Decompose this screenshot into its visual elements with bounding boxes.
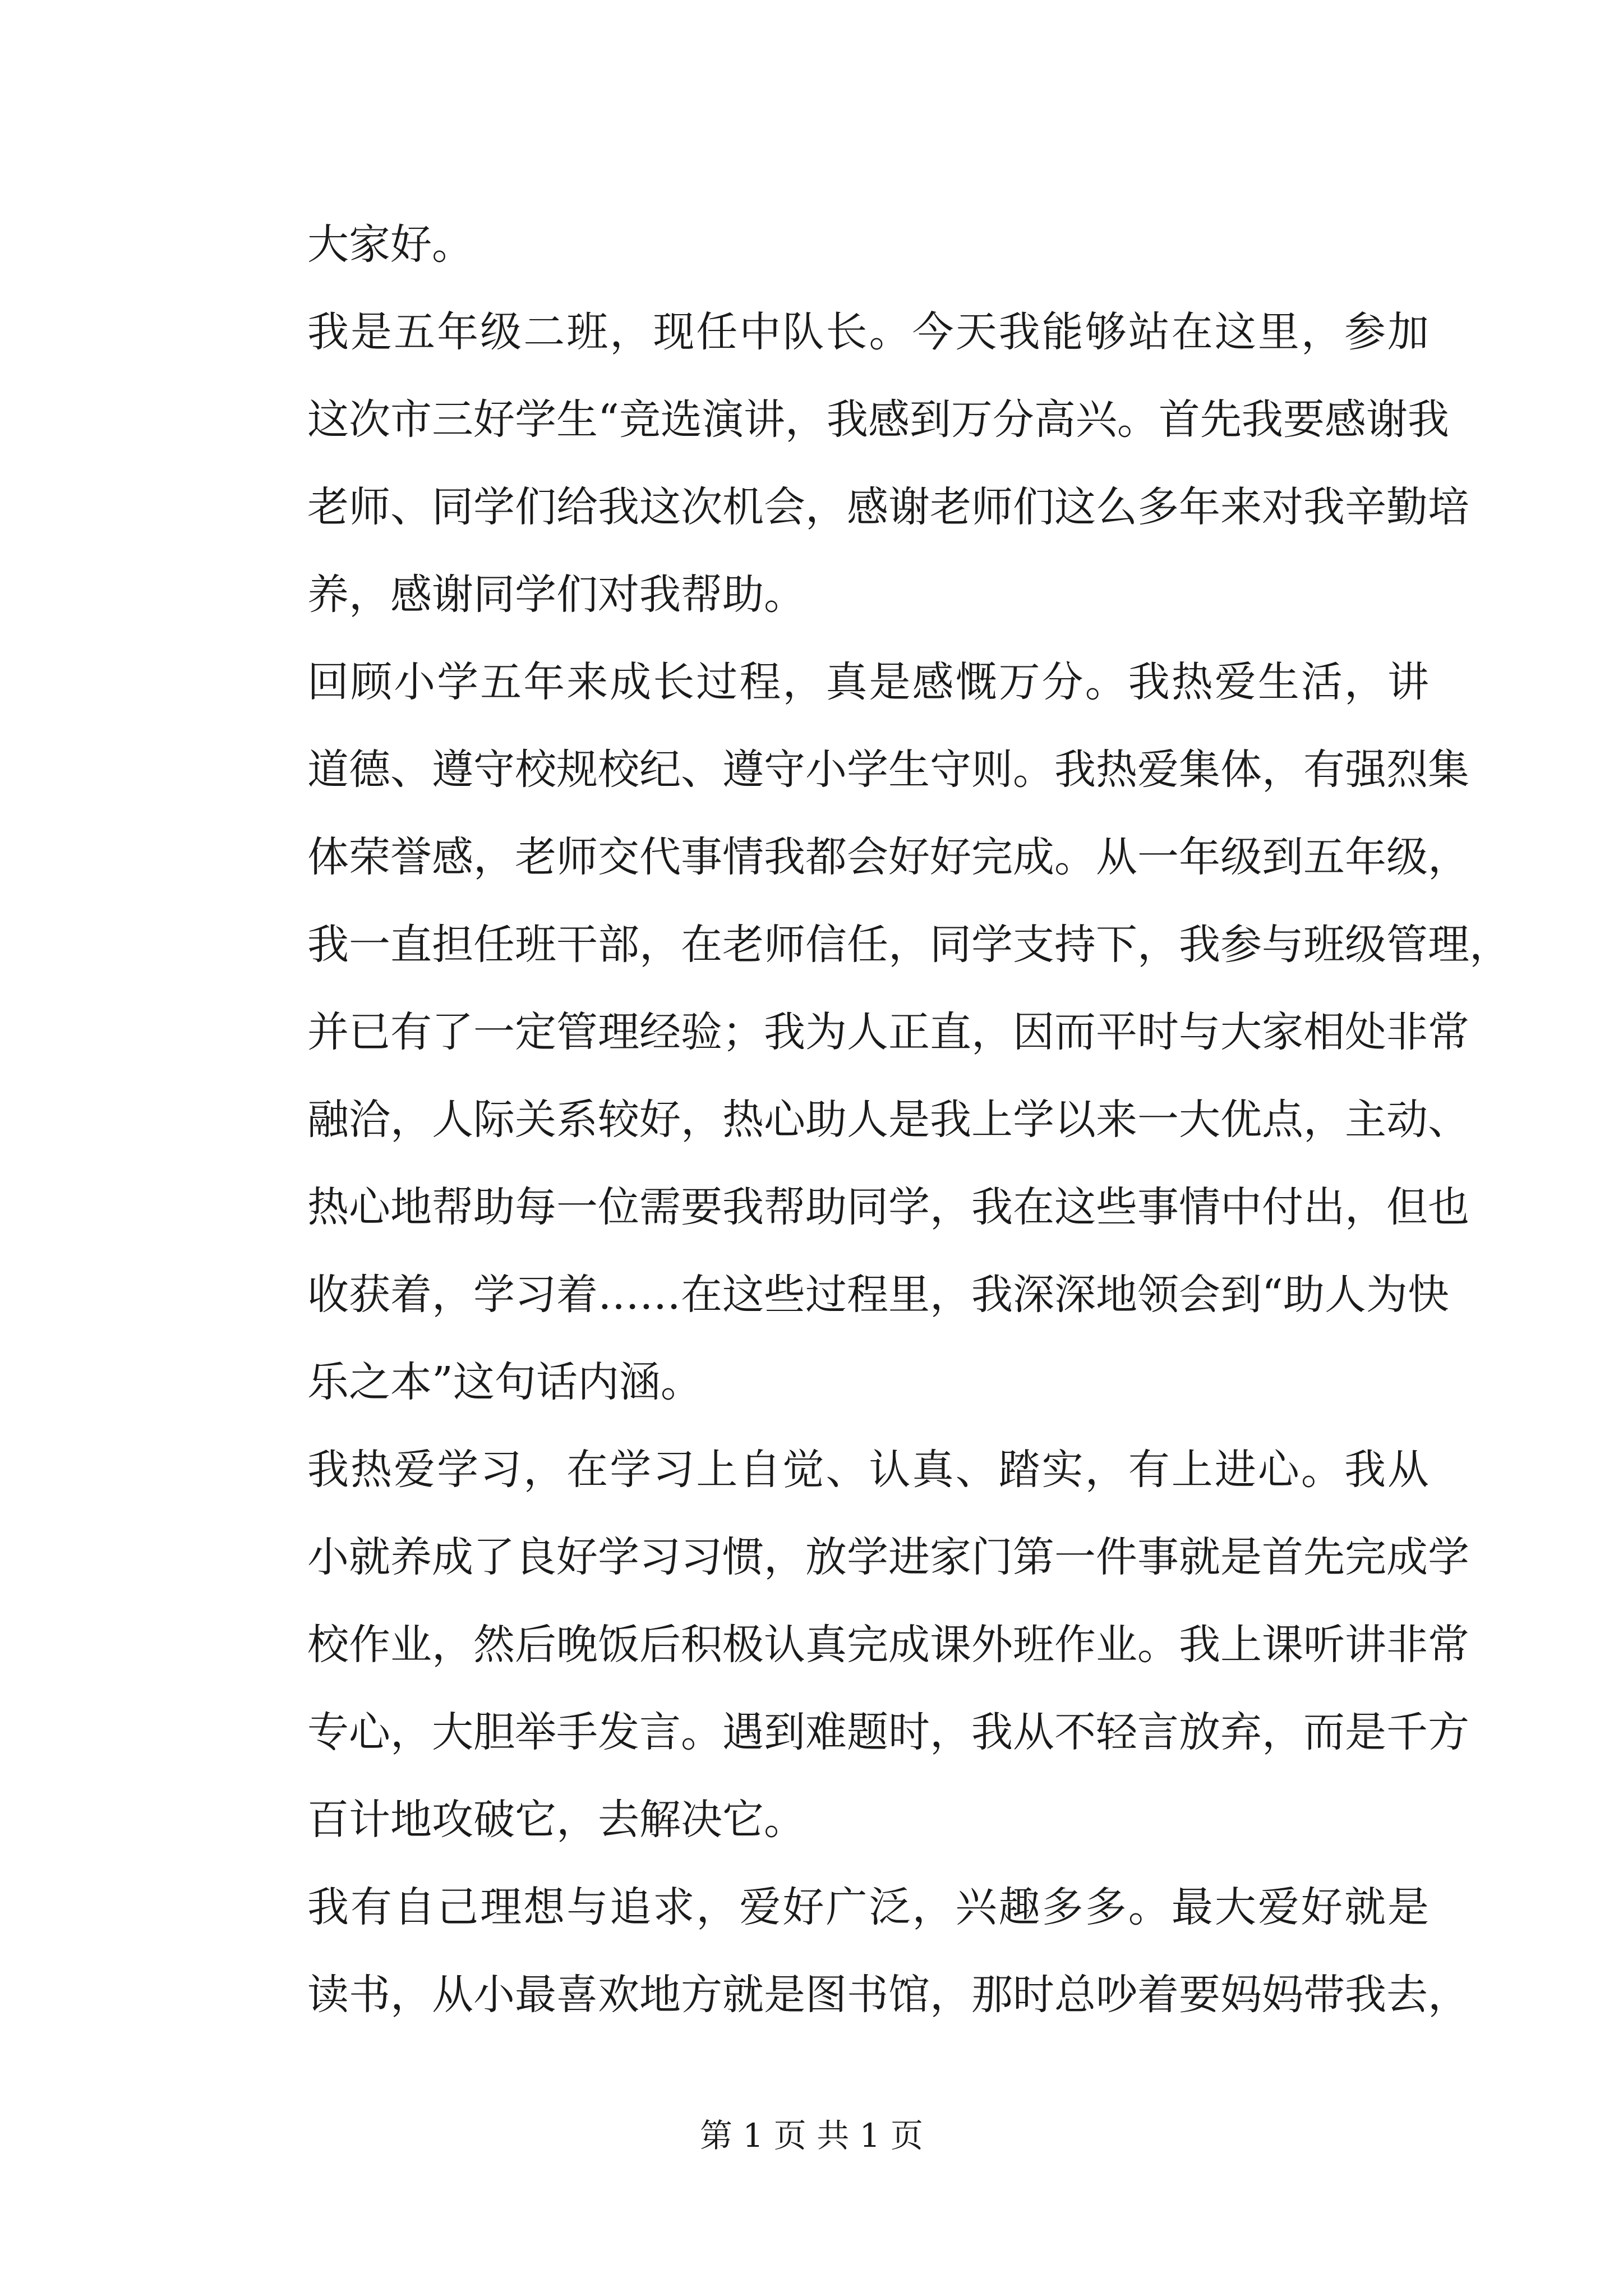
text-line: 乐之本”这句话内涵。 (307, 1358, 702, 1406)
text-line: 并已有了一定管理经验；我为人正直，因而平时与大家相处非常 (307, 1008, 1469, 1056)
text-line: 回顾小学五年来成长过程，真是感慨万分。我热爱生活，讲 (307, 658, 1429, 706)
text-line: 我是五年级二班，现任中队长。今天我能够站在这里，参加 (307, 308, 1429, 356)
text-line: 融洽，人际关系较好，热心助人是我上学以来一大优点，主动、 (307, 1096, 1469, 1144)
text-line: 这次市三好学生“竞选演讲，我感到万分高兴。首先我要感谢我 (307, 395, 1449, 444)
text-line: 热心地帮助每一位需要我帮助同学，我在这些事情中付出，但也 (307, 1183, 1469, 1231)
text-line: 小就养成了良好学习习惯，放学进家门第一件事就是首先完成学 (307, 1533, 1469, 1581)
text-line: 养，感谢同学们对我帮助。 (307, 570, 805, 619)
text-line: 专心，大胆举手发言。遇到难题时，我从不轻言放弃，而是千方 (307, 1708, 1469, 1756)
document-body (307, 201, 1511, 2039)
page-footer: 第 1 页 共 1 页 (700, 2116, 923, 2155)
text-line: 校作业，然后晚饭后积极认真完成课外班作业。我上课听讲非常 (307, 1621, 1469, 1669)
text-line: 我一直担任班干部，在老师信任，同学支持下，我参与班级管理， (307, 921, 1511, 969)
text-line: 体荣誉感，老师交代事情我都会好好完成。从一年级到五年级， (307, 833, 1469, 881)
text-line: 我有自己理想与追求，爱好广泛，兴趣多多。最大爱好就是 (307, 1883, 1429, 1931)
text-line: 收获着，学习着……在这些过程里，我深深地领会到“助人为快 (307, 1271, 1449, 1319)
text-line: 读书，从小最喜欢地方就是图书馆，那时总吵着要妈妈带我去， (307, 1971, 1469, 2019)
text-line: 我热爱学习，在学习上自觉、认真、踏实，有上进心。我从 (307, 1446, 1429, 1494)
text-line: 百计地攻破它，去解决它。 (307, 1796, 805, 1844)
text-line: 老师、同学们给我这次机会，感谢老师们这么多年来对我辛勤培 (307, 483, 1469, 531)
text-line: 大家好。 (307, 220, 473, 269)
text-line: 道德、遵守校规校纪、遵守小学生守则。我热爱集体，有强烈集 (307, 746, 1469, 794)
